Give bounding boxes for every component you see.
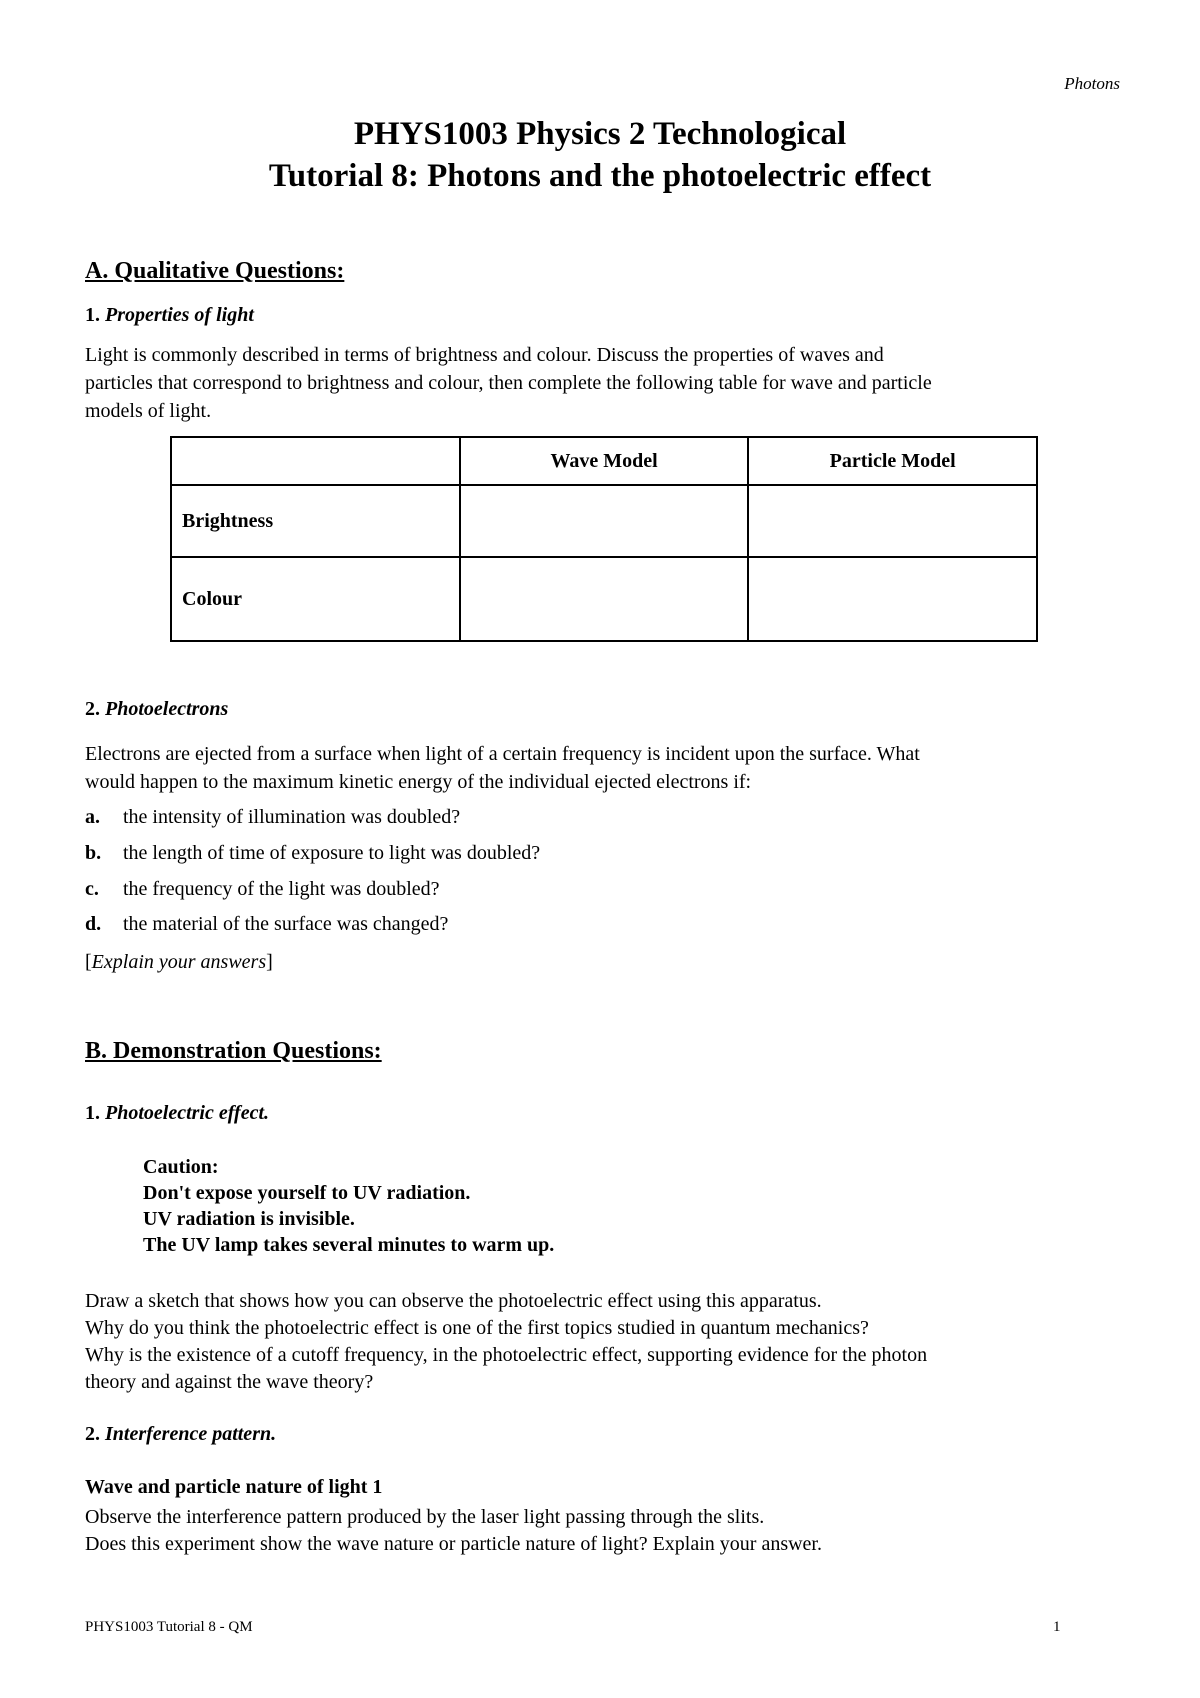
question-a1-heading xyxy=(85,304,254,327)
question-number: 2. xyxy=(85,1423,100,1445)
caution-box xyxy=(143,1154,554,1258)
text-line: particles that correspond to brightness and colour, then complete the following table for wave and particle xyxy=(85,372,932,394)
question-a2-text xyxy=(85,740,1120,796)
list-item-text: the frequency of the light was doubled? xyxy=(123,878,440,900)
row-header-colour: Colour xyxy=(171,557,460,641)
question-b2-heading xyxy=(85,1423,276,1446)
text-line: Electrons are ejected from a surface when light of a certain frequency is incident upon the surface. What xyxy=(85,743,920,765)
list-item-label: b. xyxy=(85,842,102,864)
list-item xyxy=(85,842,540,865)
text-line: Why do you think the photoelectric effect is one of the first topics studied in quantum mechanics? xyxy=(85,1317,869,1339)
document-title-line2: Tutorial 8: Photons and the photoelectric effect xyxy=(268,158,932,194)
running-header: Photons xyxy=(1064,74,1120,93)
list-item-text: the intensity of illumination was doubled? xyxy=(123,806,461,828)
explain-note xyxy=(85,951,273,974)
table-header-row xyxy=(171,437,1037,485)
caution-line: Don't expose yourself to UV radiation. xyxy=(143,1182,471,1204)
text-line: theory and against the wave theory? xyxy=(85,1371,374,1393)
list-item-label: c. xyxy=(85,878,99,900)
question-title: Photoelectrons xyxy=(105,698,229,720)
answer-cell[interactable] xyxy=(460,557,749,641)
text-line: Light is commonly described in terms of brightness and colour. Discuss the properties of waves and xyxy=(85,344,884,366)
document-title-line1: PHYS1003 Physics 2 Technological xyxy=(353,116,847,152)
question-b1-heading xyxy=(85,1102,269,1125)
explain-text: Explain your answers xyxy=(91,951,267,973)
caution-line: The UV lamp takes several minutes to warm up. xyxy=(143,1234,555,1256)
question-b1-text xyxy=(85,1288,927,1396)
text-line: Does this experiment show the wave nature or particle nature of light? Explain your answer. xyxy=(85,1533,822,1555)
bracket-open: [ xyxy=(85,951,92,973)
footer-course-label: PHYS1003 Tutorial 8 - QM xyxy=(85,1619,253,1635)
subheading: Wave and particle nature of light 1 xyxy=(85,1476,383,1498)
question-title: Properties of light xyxy=(105,304,254,326)
section-b-heading: B. Demonstration Questions: xyxy=(85,1038,382,1064)
text-line: models of light. xyxy=(85,400,212,422)
row-header-brightness: Brightness xyxy=(171,485,460,557)
answer-cell[interactable] xyxy=(748,485,1037,557)
question-number: 1. xyxy=(85,304,100,326)
wave-particle-table xyxy=(170,436,1038,642)
table-row xyxy=(171,485,1037,557)
question-b2-text xyxy=(85,1504,822,1558)
question-title: Photoelectric effect. xyxy=(105,1102,270,1124)
question-number: 2. xyxy=(85,698,100,720)
question-a1-text xyxy=(85,341,1120,425)
answer-cell[interactable] xyxy=(748,557,1037,641)
text-line: Why is the existence of a cutoff frequency, in the photoelectric effect, supporting evidence for the photon xyxy=(85,1344,928,1366)
column-header-wave-model: Wave Model xyxy=(460,437,749,485)
list-item xyxy=(85,878,440,901)
section-a-heading: A. Qualitative Questions: xyxy=(85,258,345,284)
list-item xyxy=(85,806,460,829)
answer-cell[interactable] xyxy=(460,485,749,557)
list-item-label: d. xyxy=(85,913,102,935)
list-item xyxy=(85,913,448,936)
page-number: 1 xyxy=(1053,1619,1061,1635)
table-row xyxy=(171,557,1037,641)
list-item-text: the length of time of exposure to light was doubled? xyxy=(123,842,541,864)
caution-line: Caution: xyxy=(143,1156,219,1178)
list-item-label: a. xyxy=(85,806,100,828)
column-header-particle-model: Particle Model xyxy=(748,437,1037,485)
bracket-close: ] xyxy=(266,951,273,973)
text-line: would happen to the maximum kinetic energy of the individual ejected electrons if: xyxy=(85,771,752,793)
text-line: Observe the interference pattern produced by the laser light passing through the slits. xyxy=(85,1506,765,1528)
question-number: 1. xyxy=(85,1102,100,1124)
table-corner-cell xyxy=(171,437,460,485)
list-item-text: the material of the surface was changed? xyxy=(123,913,449,935)
question-a2-heading xyxy=(85,698,228,721)
text-line: Draw a sketch that shows how you can observe the photoelectric effect using this apparatus. xyxy=(85,1290,822,1312)
caution-line: UV radiation is invisible. xyxy=(143,1208,355,1230)
question-title: Interference pattern. xyxy=(105,1423,277,1445)
